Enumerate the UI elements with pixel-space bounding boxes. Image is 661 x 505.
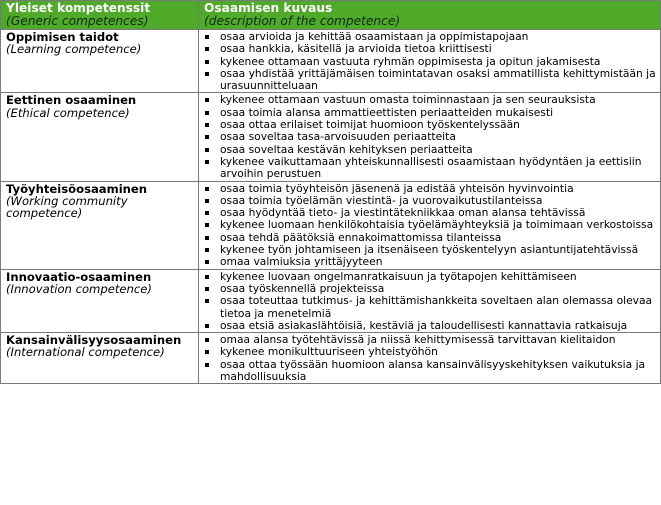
competence-name: Kansainvälisyysosaaminen [6,333,182,348]
competence-translation: (Learning competence) [6,42,142,57]
list-item: osaa toimia työelämän viestintä- ja vuorovaikutustilanteissa [203,195,660,207]
description-cell [199,269,661,332]
competence-translation: (Innovation competence) [6,281,152,296]
list-item: kykenee luovaan ongelmanratkaisuun ja työtapojen kehittämiseen [203,271,660,283]
list-item: osaa etsiä asiakaslähtöisiä, kestäviä ja taloudellisesti kannattavia ratkaisuja [203,320,660,332]
competence-cell [1,93,199,181]
header-col1-title: Yleiset kompetenssit [6,1,151,15]
description-list [203,271,660,332]
list-item: osaa ottaa erilaiset toimijat huomioon työskentelyssään [203,119,660,131]
competence-name: Innovaatio-osaaminen [6,269,152,284]
list-item: kykenee vaikuttamaan yhteiskunnallisesti osaamistaan hyödyntäen ja eettisiin arvoihin perustuen [203,156,660,181]
list-item: kykenee monikulttuuriseen yhteistyöhön [203,346,660,358]
list-item: osaa ottaa työssään huomioon alansa kansainvälisyyskehityksen vaikutuksia ja mahdollisuuksia [203,359,660,384]
competence-translation: (Working community competence) [6,193,128,220]
list-item: omaa alansa työtehtävissä ja niissä kehittymisessä tarvittavan kielitaidon [203,334,660,346]
competence-cell [1,30,199,93]
list-item: kykenee luomaan henkilökohtaisia työelämäyhteyksiä ja toimimaan verkostoissa [203,219,660,231]
list-item: osaa hyödyntää tieto- ja viestintätekniikkaa oman alansa tehtävissä [203,207,660,219]
list-item: osaa tehdä päätöksiä ennakoimattomissa tilanteissa [203,232,660,244]
header-generic-competences [1,1,199,30]
list-item: osaa soveltaa tasa-arvoisuuden periaatteita [203,131,660,143]
competence-cell [1,269,199,332]
competence-cell [1,333,199,384]
description-list [203,183,660,269]
table-row [1,181,661,269]
table-row [1,333,661,384]
list-item: osaa yhdistää yrittäjämäisen toimintatavan osaksi ammatillista kehittymistään ja urasuunnitteluaan [203,68,660,93]
description-cell [199,181,661,269]
description-list [203,334,660,383]
list-item: kykenee ottamaan vastuun omasta toiminnastaan ja sen seurauksista [203,94,660,106]
header-col2-subtitle: (description of the competence) [204,14,401,28]
list-item: osaa toimia alansa ammattieettisten periaatteiden mukaisesti [203,107,660,119]
competence-translation: (Ethical competence) [6,105,130,120]
list-item: osaa soveltaa kestävän kehityksen periaatteita [203,144,660,156]
description-cell [199,30,661,93]
header-col1-subtitle: (Generic competences) [6,14,149,28]
competence-name: Työyhteisöosaaminen [6,181,148,196]
competence-name: Oppimisen taidot [6,30,119,44]
description-cell [199,333,661,384]
table-row [1,30,661,93]
description-cell [199,93,661,181]
header-competence-description [199,1,661,30]
description-list [203,94,660,180]
list-item: osaa toimia työyhteisön jäsenenä ja edistää yhteisön hyvinvointia [203,183,660,195]
list-item: osaa toteuttaa tutkimus- ja kehittämishankkeita soveltaen alan olemassa olevaa tietoa ja menetelmiä [203,295,660,320]
competence-translation: (International competence) [6,345,165,360]
description-list [203,31,660,92]
list-item: omaa valmiuksia yrittäjyyteen [203,256,660,268]
list-item: osaa hankkia, käsitellä ja arvioida tietoa kriittisesti [203,43,660,55]
header-row [1,1,661,30]
list-item: kykenee ottamaan vastuuta ryhmän oppimisesta ja opitun jakamisesta [203,56,660,68]
competence-cell [1,181,199,269]
table-row [1,269,661,332]
header-col2-title: Osaamisen kuvaus [204,1,333,15]
list-item: osaa arvioida ja kehittää osaamistaan ja oppimistapojaan [203,31,660,43]
list-item: osaa työskennellä projekteissa [203,283,660,295]
table-row [1,93,661,181]
list-item: kykenee työn johtamiseen ja itsenäiseen työskentelyyn asiantuntijatehtävissä [203,244,660,256]
competence-name: Eettinen osaaminen [6,93,137,108]
